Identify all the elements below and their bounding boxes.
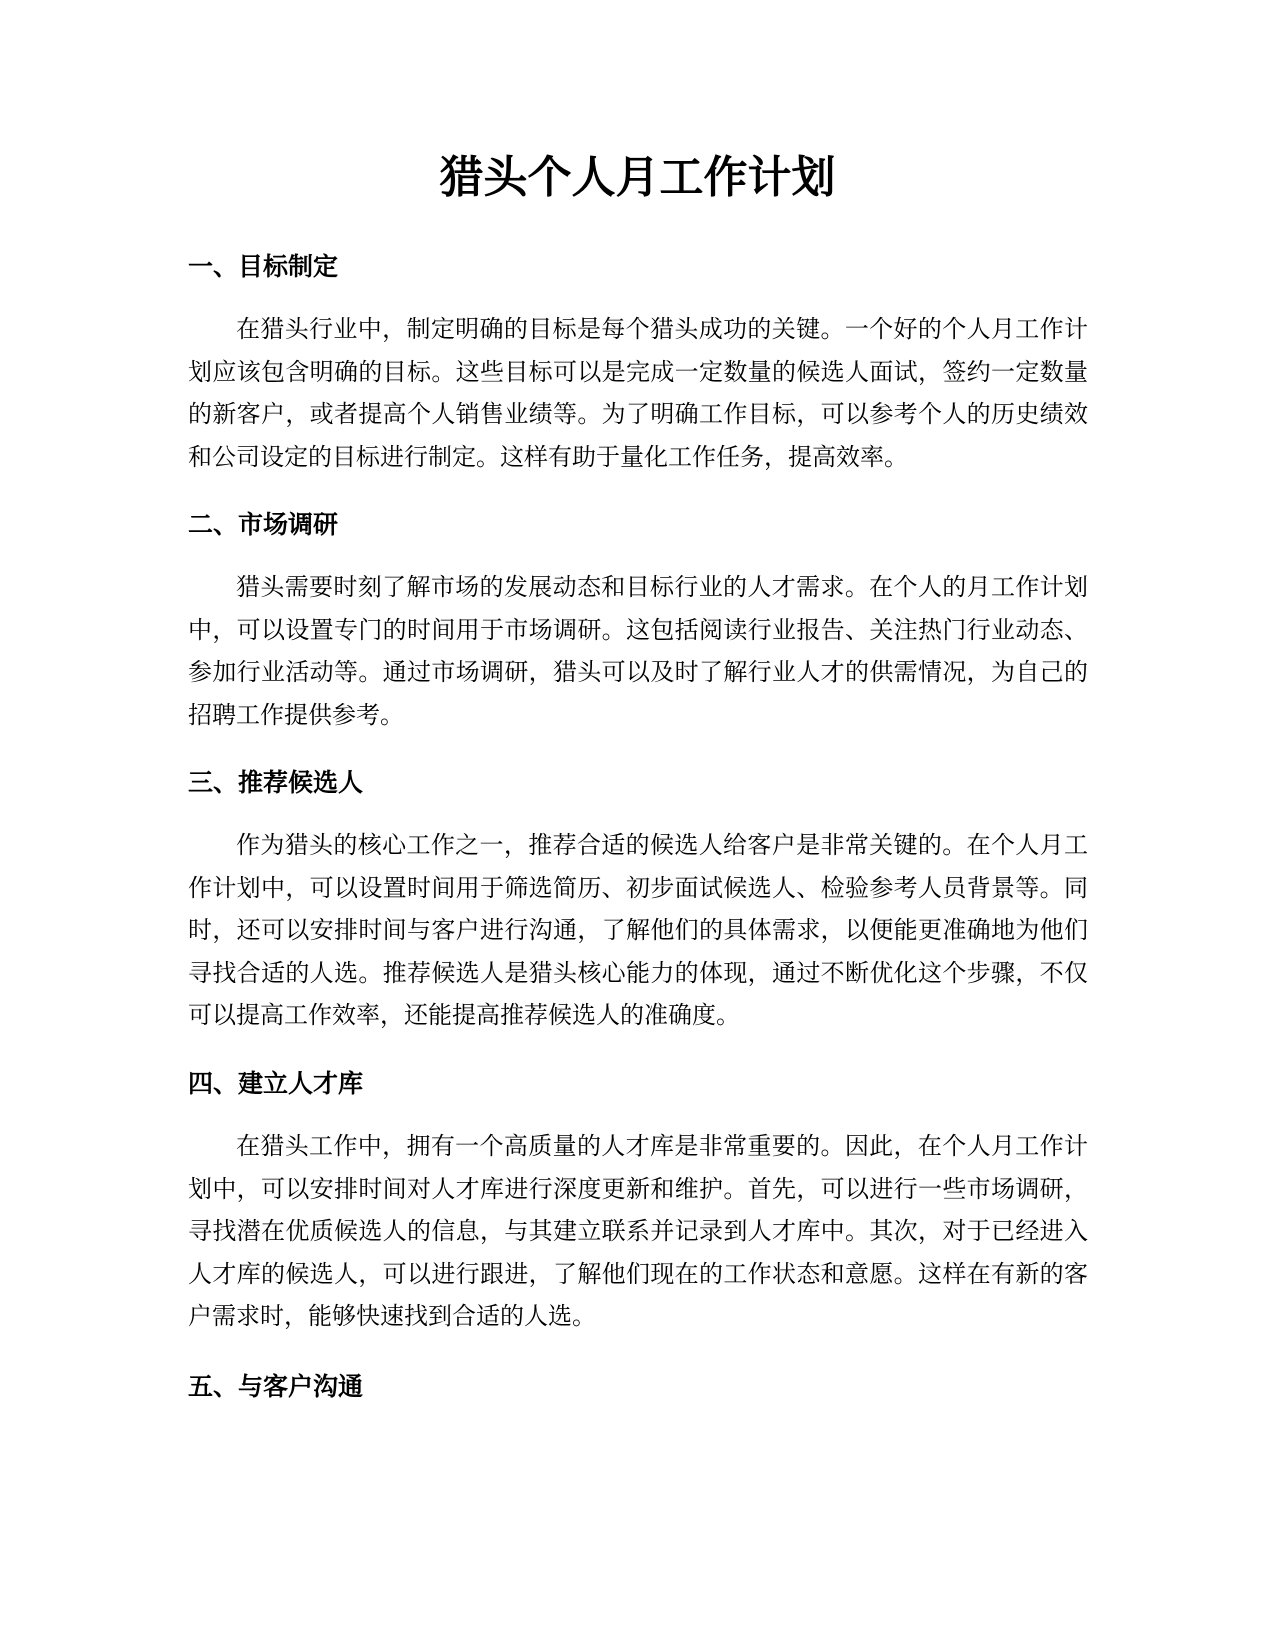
section-market-research	[188, 508, 1088, 736]
section-paragraph: 猎头需要时刻了解市场的发展动态和目标行业的人才需求。在个人的月工作计划中，可以设置专门的时间用于市场调研。这包括阅读行业报告、关注热门行业动态、参加行业活动等。通过市场调研，猎头可以及时了解行业人才的供需情况，为自己的招聘工作提供参考。	[188, 573, 1088, 729]
section-talent-pool	[188, 1067, 1088, 1338]
section-paragraph: 在猎头行业中，制定明确的目标是每个猎头成功的关键。一个好的个人月工作计划应该包含明确的目标。这些目标可以是完成一定数量的候选人面试，签约一定数量的新客户，或者提高个人销售业绩等。为了明确工作目标，可以参考个人的历史绩效和公司设定的目标进行制定。这样有助于量化工作任务，提高效率。	[188, 315, 1088, 471]
section-heading: 五、与客户沟通	[188, 1372, 364, 1401]
section-paragraph: 在猎头工作中，拥有一个高质量的人才库是非常重要的。因此，在个人月工作计划中，可以安排时间对人才库进行深度更新和维护。首先，可以进行一些市场调研，寻找潜在优质候选人的信息，与其建立联系并记录到人才库中。其次，对于已经进入人才库的候选人，可以进行跟进，了解他们现在的工作状态和意愿。这样在有新的客户需求时，能够快速找到合适的人选。	[188, 1132, 1088, 1331]
section-paragraph: 作为猎头的核心工作之一，推荐合适的候选人给客户是非常关键的。在个人月工作计划中，可以设置时间用于筛选简历、初步面试候选人、检验参考人员背景等。同时，还可以安排时间与客户进行沟通，了解他们的具体需求，以便能更准确地为他们寻找合适的人选。推荐候选人是猎头核心能力的体现，通过不断优化这个步骤，不仅可以提高工作效率，还能提高推荐候选人的准确度。	[188, 831, 1088, 1030]
section-client-communication	[188, 1370, 1088, 1404]
section-heading: 一、目标制定	[188, 252, 339, 281]
section-heading: 二、市场调研	[188, 510, 339, 539]
section-heading: 三、推荐候选人	[188, 768, 364, 797]
section-recommend-candidates	[188, 766, 1088, 1037]
section-goal-setting	[188, 250, 1088, 478]
document-title: 猎头个人月工作计划	[439, 152, 836, 203]
section-heading: 四、建立人才库	[188, 1069, 364, 1098]
